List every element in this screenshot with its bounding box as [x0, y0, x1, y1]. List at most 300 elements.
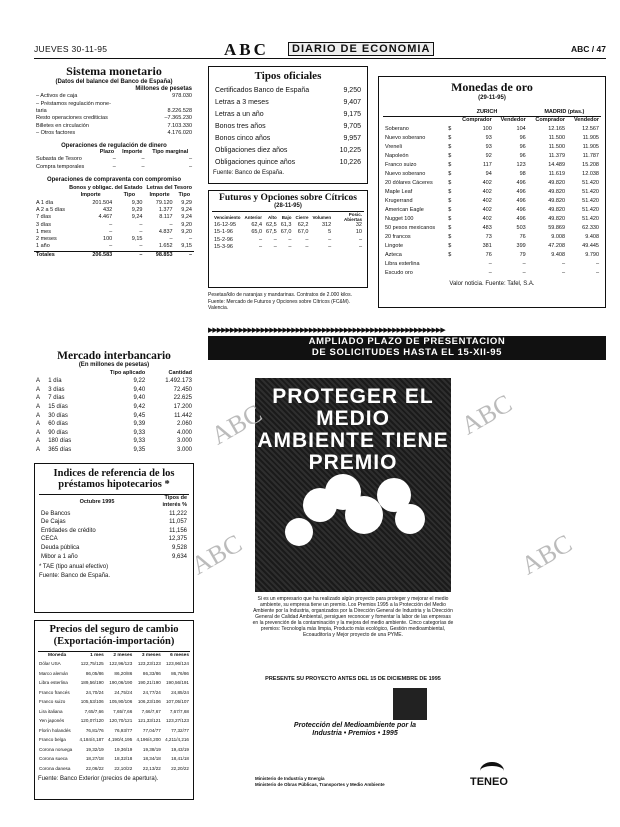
table-cell: 11.442 — [174, 412, 192, 419]
table-cell: – — [112, 163, 116, 170]
table-cell: 49.820 — [548, 179, 566, 186]
table-cell: 106,23/106 — [137, 699, 161, 705]
table-cell: – — [112, 156, 116, 163]
table-cell: 3.000 — [176, 438, 192, 445]
indices-month: Octubre 1995 — [79, 498, 115, 505]
table-row — [34, 156, 194, 163]
table-row — [34, 236, 194, 243]
table-cell: CECA — [41, 536, 58, 543]
table-cell: – Otros factores — [36, 129, 76, 136]
table-cell: 15.208 — [582, 161, 599, 168]
table-cell: 51.420 — [582, 215, 599, 222]
table-cell: 9,24 — [131, 214, 143, 221]
table-cell: 4,190/4,195 — [108, 737, 133, 743]
table-cell: Franco suizo — [39, 699, 66, 705]
table-cell: Azteca — [385, 251, 402, 258]
table-row — [383, 215, 601, 224]
table-cell: 5 — [328, 229, 332, 236]
table-cell: A — [36, 412, 41, 419]
table-cell: 22,13/22 — [142, 765, 161, 771]
table-cell: 9,20 — [181, 221, 192, 228]
monedas-box — [378, 76, 606, 308]
mercado-subtitle: (En millones de pesetas) — [78, 362, 150, 368]
table-cell: – — [169, 221, 173, 228]
abc-watermark: ABC — [456, 388, 517, 441]
table-cell: 76 — [485, 251, 492, 258]
table-cell: – — [358, 243, 362, 250]
table-cell: 96 — [519, 134, 526, 141]
table-cell: Letras a 3 meses — [215, 99, 269, 106]
table-cell: Nuevo soberano — [385, 170, 426, 177]
table-cell: – — [258, 236, 263, 243]
table-cell: 49.820 — [548, 206, 566, 213]
table-cell: – — [169, 236, 173, 243]
table-cell: 123,27/123 — [166, 718, 189, 724]
table-row — [34, 214, 194, 221]
table-cell: 22,20/22 — [171, 765, 189, 771]
table-row — [38, 697, 190, 707]
table-cell: 9,20 — [181, 228, 192, 235]
table-cell: Obligaciones diez años — [215, 147, 288, 154]
table-row — [383, 134, 601, 143]
table-cell: 10 — [355, 229, 362, 236]
table-cell: 402 — [482, 215, 492, 222]
table-cell: 14.489 — [548, 161, 566, 168]
table-cell: 503 — [516, 224, 526, 231]
table-cell: 98 — [519, 170, 526, 177]
table-cell: 206.583 — [92, 251, 113, 258]
table-cell: 122,96/123 — [109, 661, 133, 667]
table-cell: 18,32/18 — [114, 756, 133, 762]
group-header: Bonos y obligac. del Estado — [69, 185, 143, 192]
table-row — [383, 161, 601, 170]
table-cell: 4,196/4,200 — [136, 737, 161, 743]
table-cell: 190,56/191 — [166, 680, 189, 686]
table-cell: 180 días — [48, 438, 72, 445]
table-row — [213, 157, 363, 169]
table-cell: 22,06/22 — [85, 765, 104, 771]
table-cell: 117 — [483, 161, 492, 168]
table-cell: 3 días — [36, 221, 51, 228]
table-cell: Lingote — [385, 242, 404, 249]
table-cell: 22,10/22 — [114, 765, 133, 771]
ad-caption: Protección del Medioambiente por la Industria • Premios • 1995 — [293, 722, 417, 737]
futuros-title: Futuros y Opciones sobre Cítricos — [219, 193, 357, 203]
col-header: Cantidad — [168, 370, 192, 376]
table-cell: $ — [448, 152, 452, 159]
table-row — [383, 197, 601, 206]
table-row — [383, 260, 601, 269]
table-cell: 496 — [516, 188, 526, 195]
table-cell: $ — [448, 242, 452, 249]
table-cell: 9,39 — [133, 421, 146, 428]
table-cell: 4.837 — [158, 228, 173, 235]
table-row — [34, 123, 194, 130]
seguro-box — [34, 620, 194, 800]
table-cell: 402 — [482, 179, 492, 186]
table-row — [38, 735, 190, 745]
ops-title: Operaciones de regulación de dinero — [61, 143, 167, 150]
table-cell: Nugget 100 — [385, 215, 414, 222]
table-cell: 100 — [103, 236, 113, 243]
table-row — [213, 121, 363, 133]
group-header: Letras del Tesoro — [146, 185, 192, 192]
table-cell: 9.408 — [551, 251, 566, 258]
table-row — [34, 412, 194, 421]
table-cell: 11.379 — [548, 152, 566, 159]
table-cell: 16-12-95 — [214, 222, 237, 228]
table-row — [39, 553, 189, 562]
table-cell: 49.445 — [582, 242, 599, 249]
table-cell: – — [273, 243, 277, 250]
table-cell: 9,29 — [131, 206, 143, 213]
table-cell: 90 días — [48, 429, 68, 436]
table-cell: 62,5 — [266, 222, 277, 228]
table-row — [34, 394, 194, 403]
table-cell: 19,38/19 — [142, 746, 161, 752]
table-cell: – — [288, 243, 292, 250]
table-cell: 483 — [482, 224, 492, 231]
monedas-table — [383, 109, 601, 278]
table-cell: A — [36, 429, 41, 436]
table-cell: 12,375 — [168, 536, 187, 543]
table-cell: Marco alemán — [39, 670, 69, 676]
table-cell: 11.500 — [548, 143, 566, 150]
table-cell: 9,15 — [131, 236, 143, 243]
table-row — [383, 251, 601, 260]
table-row — [38, 764, 190, 774]
sistema-title: Sistema monetario — [66, 64, 162, 78]
table-row — [39, 544, 189, 553]
table-row — [213, 145, 363, 157]
table-cell: 11.619 — [548, 170, 566, 177]
table-cell: 9,30 — [131, 199, 143, 206]
table-row — [38, 669, 190, 679]
table-row — [34, 207, 194, 214]
table-cell: 3.000 — [176, 447, 192, 454]
table-cell: – — [358, 236, 362, 243]
table-cell: 7.103.330 — [167, 122, 192, 129]
table-cell: – — [305, 243, 309, 250]
table-cell: 98.853 — [155, 251, 173, 258]
table-cell: Yen japonés — [39, 718, 65, 724]
table-cell: 15-3-96 — [214, 243, 233, 250]
table-cell: 9,33 — [133, 429, 146, 436]
compra-title: Operaciones de compraventa con compromiso — [46, 177, 182, 184]
table-cell: – — [109, 228, 113, 235]
table-cell: A 2 a 5 días — [36, 206, 66, 213]
table-cell: 100 — [482, 125, 492, 132]
table-cell: 7,65/7,66 — [84, 708, 104, 714]
table-cell: Franco francés — [39, 689, 70, 695]
table-cell: American Eagle — [385, 206, 424, 213]
table-cell: 18,41/18 — [171, 756, 189, 762]
seguro-title: Precios del seguro de cambio (Exportación-importación) — [49, 624, 179, 647]
table-cell: $ — [448, 188, 452, 195]
table-cell: A — [36, 404, 41, 411]
table-cell: 24,70/24 — [85, 689, 104, 695]
table-cell: 2 meses — [36, 236, 57, 243]
table-cell: Deuda pública — [41, 544, 80, 551]
table-cell: A — [36, 438, 41, 445]
tipos-source: Fuente: Banco de España. — [213, 170, 285, 176]
table-cell: 1.492.173 — [165, 378, 192, 385]
table-row — [383, 125, 601, 134]
col-header: Plazo — [99, 149, 115, 156]
table-row — [34, 200, 194, 207]
table-cell: 123,23/123 — [137, 661, 161, 667]
ops-table — [34, 149, 194, 171]
table-cell: 51.420 — [582, 188, 599, 195]
col-header: Vendedor — [573, 117, 599, 124]
table-cell: – — [139, 243, 143, 250]
ad-deadline: PRESENTE SU PROYECTO ANTES DEL 15 DE DICIEMBRE DE 1995 — [265, 676, 441, 682]
table-cell: 7,66/7,67 — [141, 708, 161, 714]
table-cell: 1.652 — [158, 243, 173, 250]
mercado-title: Mercado interbancario — [57, 350, 171, 362]
table-cell: 496 — [516, 206, 526, 213]
table-cell: 9,35 — [133, 447, 146, 454]
table-cell: 11.905 — [582, 134, 599, 141]
mercado-interbancario — [34, 350, 194, 455]
table-cell: – — [522, 260, 526, 267]
table-cell: $ — [448, 125, 452, 132]
table-cell: – — [522, 269, 526, 276]
table-cell: Compra temporales — [36, 163, 85, 170]
table-cell: – — [141, 156, 145, 163]
table-row — [34, 229, 194, 236]
table-cell: 93 — [485, 143, 492, 150]
table-cell: Entidades de crédito — [41, 527, 96, 534]
table-row — [34, 243, 194, 251]
table-cell: $ — [448, 251, 452, 258]
table-cell: 10,225 — [339, 147, 361, 154]
table-cell: 79 — [519, 251, 526, 258]
table-cell: 12.165 — [548, 125, 566, 132]
table-cell: – — [188, 236, 192, 243]
table-cell: 2 meses — [113, 653, 133, 658]
table-cell — [148, 101, 194, 108]
tipos-box — [208, 66, 368, 184]
table-cell: 402 — [482, 188, 492, 195]
table-cell: 123,96/124 — [166, 661, 189, 667]
table-cell: 86,33/86 — [142, 670, 161, 676]
table-cell: 51.420 — [582, 206, 599, 213]
table-cell: 7,65/7,66 — [113, 708, 133, 714]
ad-headline: PROTEGER EL MEDIO AMBIENTE TIENE PREMIO — [257, 385, 449, 474]
table-cell: 20 francos — [385, 233, 411, 240]
table-cell: Napoleón — [385, 152, 409, 159]
table-cell: 9,634 — [171, 553, 187, 560]
flower-icon — [345, 496, 383, 534]
table-cell: 4.176.020 — [167, 129, 192, 136]
table-cell: 11,156 — [169, 527, 187, 534]
table-row — [213, 109, 363, 121]
table-cell: Nuevo soberano — [385, 134, 426, 141]
group-header: ZURICH — [476, 109, 498, 115]
issue-date: JUEVES 30-11-95 — [34, 44, 108, 54]
table-cell: 312 — [321, 222, 332, 228]
table-cell: 2.060 — [176, 421, 192, 428]
table-cell: 65,0 — [251, 229, 263, 236]
table-cell: 402 — [482, 197, 492, 204]
table-cell: – — [595, 260, 599, 267]
table-cell: – — [561, 269, 566, 276]
table-cell: Alto — [268, 214, 277, 220]
table-cell: Libra esterlina — [39, 680, 68, 686]
table-cell: A — [36, 447, 41, 454]
table-cell: 9,957 — [343, 135, 361, 142]
table-cell: – — [595, 269, 599, 276]
table-cell: Corona noruega — [39, 746, 73, 752]
table-row — [213, 97, 363, 109]
teneo-brand: TENEO — [470, 776, 508, 788]
table-cell: – — [488, 260, 492, 267]
table-cell: 402 — [482, 206, 492, 213]
table-row — [212, 229, 364, 236]
table-row — [34, 403, 194, 412]
table-row — [34, 93, 194, 100]
table-cell: 77,04/77 — [142, 727, 161, 733]
table-cell: 10,226 — [339, 159, 361, 166]
table-cell: 96 — [519, 143, 526, 150]
table-cell: 32 — [355, 222, 362, 228]
table-cell: 72.450 — [173, 386, 192, 393]
table-row — [38, 754, 190, 764]
table-cell: Moneda — [48, 653, 67, 658]
table-cell: 9,40 — [133, 395, 146, 402]
banner-line-1: AMPLIADO PLAZO DE PRESENTACION — [308, 336, 506, 347]
table-cell: 19,43/19 — [171, 746, 189, 752]
table-cell: 9,45 — [133, 412, 146, 419]
table-cell: 381 — [482, 242, 492, 249]
table-row — [383, 224, 601, 233]
table-row — [38, 707, 190, 717]
table-cell: – — [188, 163, 192, 170]
table-cell: 9,250 — [343, 87, 361, 94]
table-cell: 24,77/24 — [142, 689, 161, 695]
table-cell: 4.467 — [98, 214, 113, 221]
table-cell: 7 días — [36, 214, 51, 221]
abc-watermark: ABC — [516, 528, 577, 581]
table-cell: 9,24 — [181, 214, 192, 221]
table-cell: 77,32/77 — [171, 727, 189, 733]
col-header: Vendedor — [500, 117, 526, 124]
table-cell: Lira italiana — [39, 708, 63, 714]
table-cell: 6 meses — [170, 653, 189, 658]
table-cell: 9,15 — [181, 243, 192, 250]
table-cell: 51.420 — [582, 179, 599, 186]
table-cell: Florín holandés — [39, 727, 71, 733]
table-cell: 18,34/18 — [142, 756, 161, 762]
table-cell: $ — [448, 170, 452, 177]
table-cell: 9.008 — [551, 233, 566, 240]
seguro-table — [38, 651, 190, 773]
ad-poster — [255, 378, 451, 592]
sistema-monetario — [34, 64, 194, 259]
table-cell: 59.869 — [548, 224, 566, 231]
table-cell: $ — [448, 197, 452, 204]
indices-table — [39, 494, 189, 561]
flower-icon — [395, 504, 425, 534]
table-cell: 61,3 — [280, 222, 292, 228]
table-cell: Libra esterlina — [385, 260, 420, 267]
table-cell: 399 — [516, 242, 526, 249]
table-cell: $ — [448, 224, 452, 231]
monedas-source: Valor noticia. Fuente: Tafel, S.A. — [449, 280, 535, 287]
indices-title: Indices de referencia de los préstamos hipotecarios * — [53, 468, 175, 490]
col-header: Comprador — [462, 117, 492, 124]
table-cell: 190,21/190 — [137, 680, 161, 686]
table-cell: – — [328, 236, 332, 243]
sistema-subtitle: (Datos del balance del Banco de España) — [55, 79, 173, 85]
table-cell: Letras a un año — [215, 111, 264, 118]
table-cell: Billetes en circulación — [36, 122, 89, 129]
table-cell: Bonos cinco años — [215, 135, 271, 142]
table-row — [34, 377, 194, 386]
ad-body: Si es un empresario que ha realizado algún proyecto para proteger y mejorar el medio ambiente, su empresa tiene un premio. Los Premios 1995 a la Protección del Medio Ambiente por la Industria, organizados por la Dirección General de Industria y la Dirección General de Calidad Ambiental, persiguen reconocer y fomentar la labor de las empresas en la prevención de la contaminación y la mejora del medio ambiente. Cinco categorías de premios: Tecnología más limpia, Producto más ecológico, Gestión medioambiental, Ecoauditoría y Mejor proyecto de una PYME. — [252, 596, 454, 638]
table-cell: $ — [448, 179, 452, 186]
table-cell: 76,81/76 — [85, 727, 104, 733]
col-header: Tipo — [178, 192, 191, 199]
table-cell: 9,407 — [343, 99, 361, 106]
table-cell: – — [139, 251, 143, 258]
table-cell: 11,222 — [169, 510, 187, 517]
table-cell: Corona danesa — [39, 765, 71, 771]
table-row — [38, 726, 190, 736]
table-cell: A — [36, 386, 41, 393]
table-row — [34, 101, 194, 108]
table-cell: 62,4 — [251, 222, 263, 228]
table-cell: 7,67/7,68 — [169, 708, 189, 714]
table-cell: 11.787 — [582, 152, 599, 159]
table-cell: 4.000 — [176, 429, 192, 436]
arrow-rule: ▶▶▶▶▶▶▶▶▶▶▶▶▶▶▶▶▶▶▶▶▶▶▶▶▶▶▶▶▶▶▶▶▶▶▶▶▶▶▶▶▶▶▶▶▶▶▶▶▶▶▶▶▶▶ — [208, 327, 445, 334]
table-cell: 30 días — [48, 412, 68, 419]
table-cell: $ — [448, 215, 452, 222]
table-cell: 9,528 — [171, 544, 187, 551]
table-row — [34, 222, 194, 229]
table-cell: 9,175 — [343, 111, 361, 118]
table-cell: 1 año — [36, 243, 50, 250]
table-cell: 49.820 — [548, 188, 566, 195]
table-cell: 432 — [103, 206, 113, 213]
table-cell: 11,057 — [169, 519, 187, 526]
col-header: Importe — [122, 149, 143, 156]
table-cell: Bajo — [281, 214, 292, 220]
table-cell: – — [258, 243, 263, 250]
table-cell: 1 mes — [90, 653, 104, 658]
table-cell: 96 — [519, 152, 526, 159]
table-cell: A — [36, 395, 41, 402]
table-row — [212, 244, 364, 251]
table-cell: Obligaciones quince años — [215, 159, 296, 166]
table-cell: 86,20/86 — [114, 670, 133, 676]
table-cell: 60 días — [48, 421, 68, 428]
table-cell: – — [139, 221, 143, 228]
table-cell: $ — [448, 143, 452, 150]
table-cell: 93 — [485, 134, 492, 141]
table-cell: 79.120 — [155, 199, 173, 206]
table-cell: 123 — [516, 161, 526, 168]
table-row — [39, 518, 189, 527]
table-cell: 1 mes — [36, 228, 51, 235]
table-cell: Escudo oro — [385, 269, 413, 276]
table-cell: – — [188, 251, 192, 258]
table-cell: 94 — [485, 170, 492, 177]
table-cell: 50 pesos mexicanos — [385, 224, 436, 231]
table-cell: Mibor a 1 año — [41, 553, 78, 560]
